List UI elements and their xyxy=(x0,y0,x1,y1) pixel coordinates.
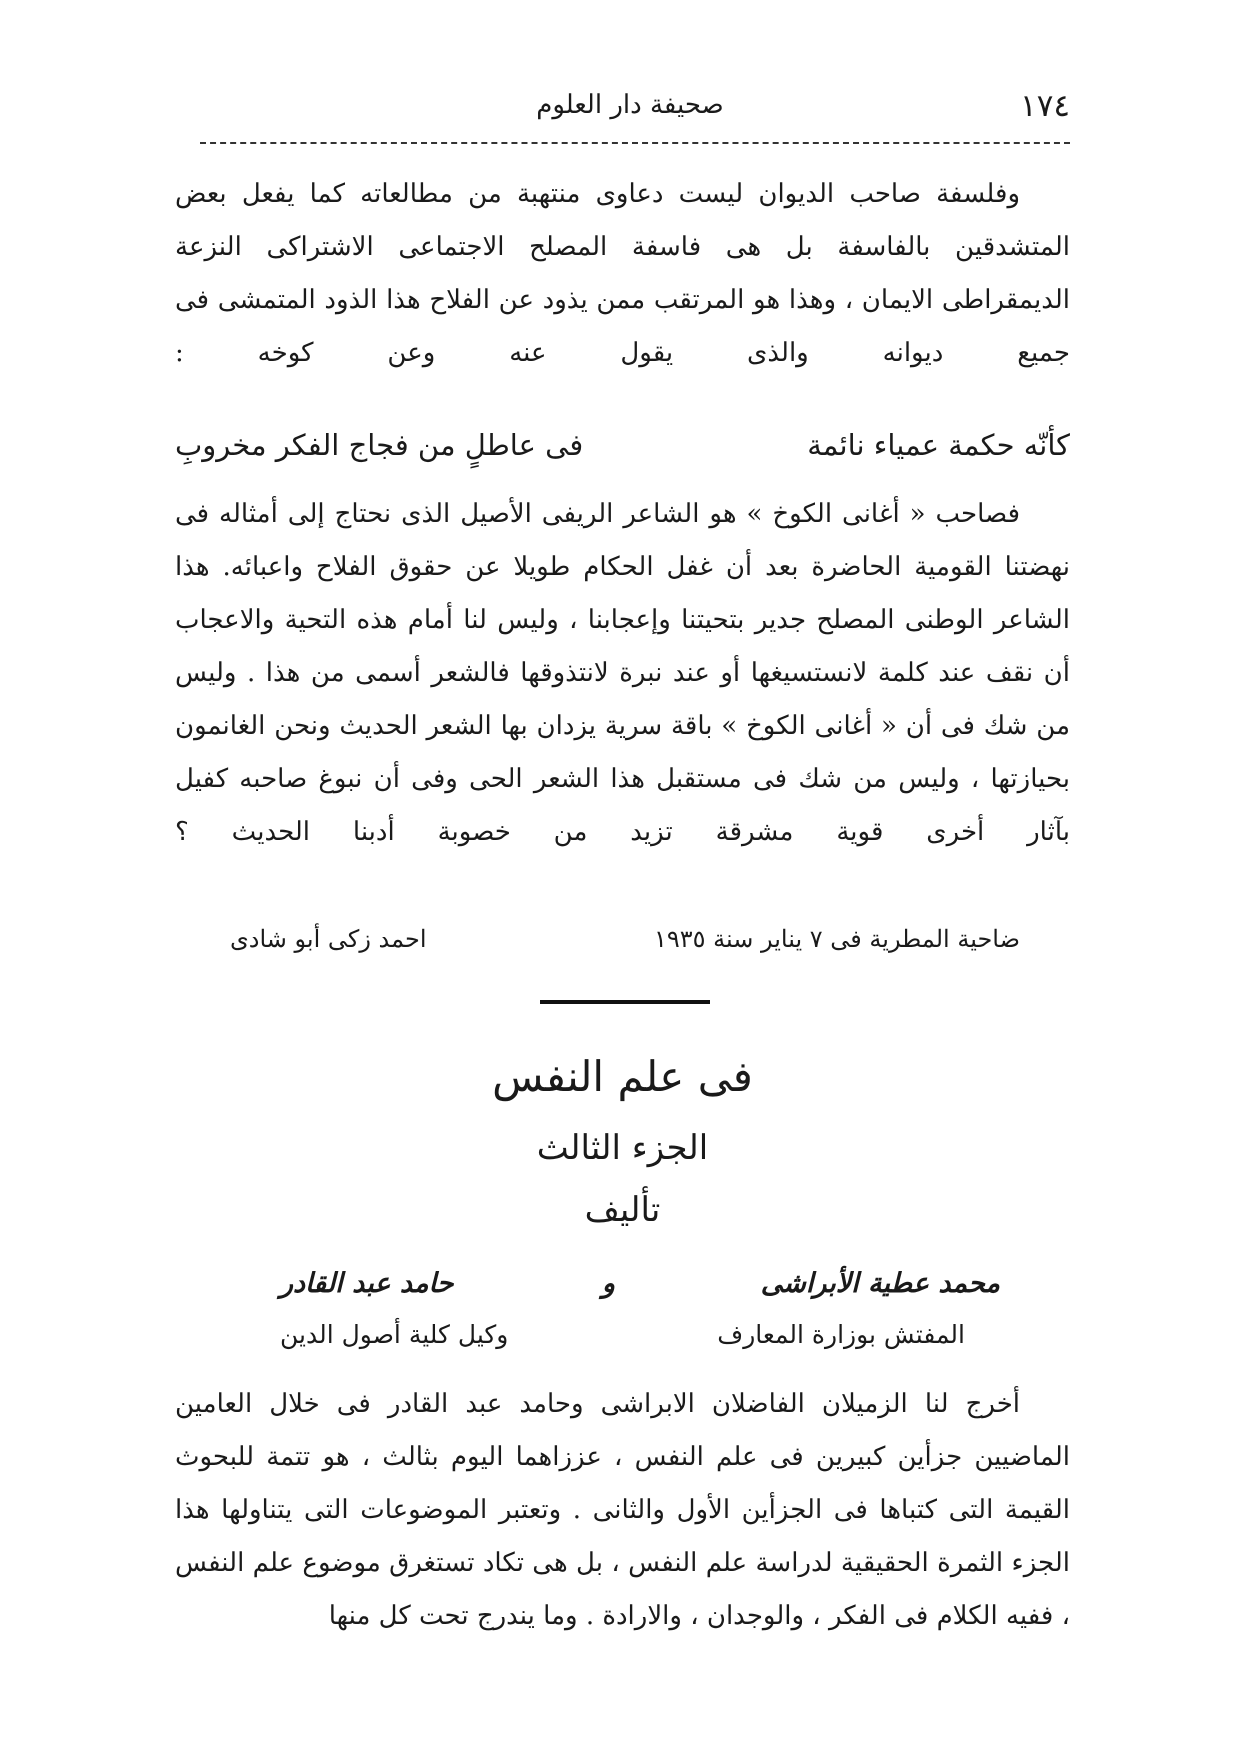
header-rule xyxy=(200,142,1070,144)
review-paragraph: فصاحب « أغانى الكوخ » هو الشاعر الريفى الأصيل الذى نحتاج إلى أمثاله فى نهضتنا القومية الحاضرة بعد أن غفل الحكام طويلا عن حقوق الفلاح واعبائه. هذا الشاعر الوطنى المصلح جدير بتحيتنا وإعجابنا ، وليس لنا أمام هذه التحية والاعجاب أن نقف عند كلمة لانستسيغها أو عند نبرة لانتذوقها فالشعر أسمى من هذا . وليس من شك فى أن « أغانى الكوخ » باقة سرية يزدان بها الشعر الحديث ونحن الغانمون بحيازتها ، وليس من شك فى مستقبل هذا الشعر الحى وفى أن نبوغ صاحبه كفيل بآثار أخرى قوية مشرقة تزيد من خصوبة أدبنا الحديث ؟ xyxy=(175,499,1070,847)
author-conjunction: و xyxy=(601,1268,615,1299)
section-subtitle: الجزء الثالث xyxy=(536,1128,709,1168)
authors-row xyxy=(230,1268,1000,1313)
author-name: حامد عبد القادر xyxy=(280,1268,454,1299)
signature-place-date: ضاحية المطرية فى ٧ يناير سنة ١٩٣٥ xyxy=(653,925,1020,953)
section-authorship-label: تأليف xyxy=(584,1190,661,1230)
signature-author: احمد زكى أبو شادى xyxy=(230,925,427,953)
author-roles-row xyxy=(230,1320,1000,1360)
author-role: المفتش بوزارة المعارف xyxy=(717,1320,965,1349)
body-paragraph: أخرج لنا الزميلان الفاضلان الابراشى وحامد عبد القادر فى خلال العامين الماضيين جزأين كبيرين فى علم النفس ، عززاهما اليوم بثالث ، هو تتمة للبحوث القيمة التى كتباها فى الجزأين الأول والثانى . وتعتبر الموضوعات التى يتناولها هذا الجزء الثمرة الحقيقية لدراسة علم النفس ، بل هى تكاد تستغرق موضوع علم النفس ، ففيه الكلام فى الفكر ، والوجدان ، والارادة . وما يندرج تحت كل منها xyxy=(175,1389,1070,1631)
page-number: ١٧٤ xyxy=(1020,88,1070,124)
verse-first-hemistich: كأنّه حكمة عمياء نائمة xyxy=(807,428,1070,462)
section-title: فى علم النفس xyxy=(492,1052,753,1101)
verse xyxy=(175,428,1070,488)
intro-paragraph: وفلسفة صاحب الديوان ليست دعاوى منتهبة من مطالعاته كما يفعل بعض المتشدقين بالفاسفة بل هى فاسفة المصلح الاجتماعى الاشتراكى النزعة الديمقراطى الايمان ، وهذا هو المرتقب ممن يذود عن الفلاح هذا الذود المتمشى فى جميع ديوانه والذى يقول عنه وعن كوخه : xyxy=(175,179,1070,368)
running-title: صحيفة دار العلوم xyxy=(536,90,724,120)
signature xyxy=(200,925,1020,965)
verse-second-hemistich: فى عاطلٍ من فجاج الفكر مخروبِ xyxy=(175,428,584,462)
page-header xyxy=(190,82,1070,132)
author-role: وكيل كلية أصول الدين xyxy=(280,1320,509,1349)
author-name: محمد عطية الأبراشى xyxy=(760,1268,1000,1299)
section-divider xyxy=(540,1000,710,1004)
